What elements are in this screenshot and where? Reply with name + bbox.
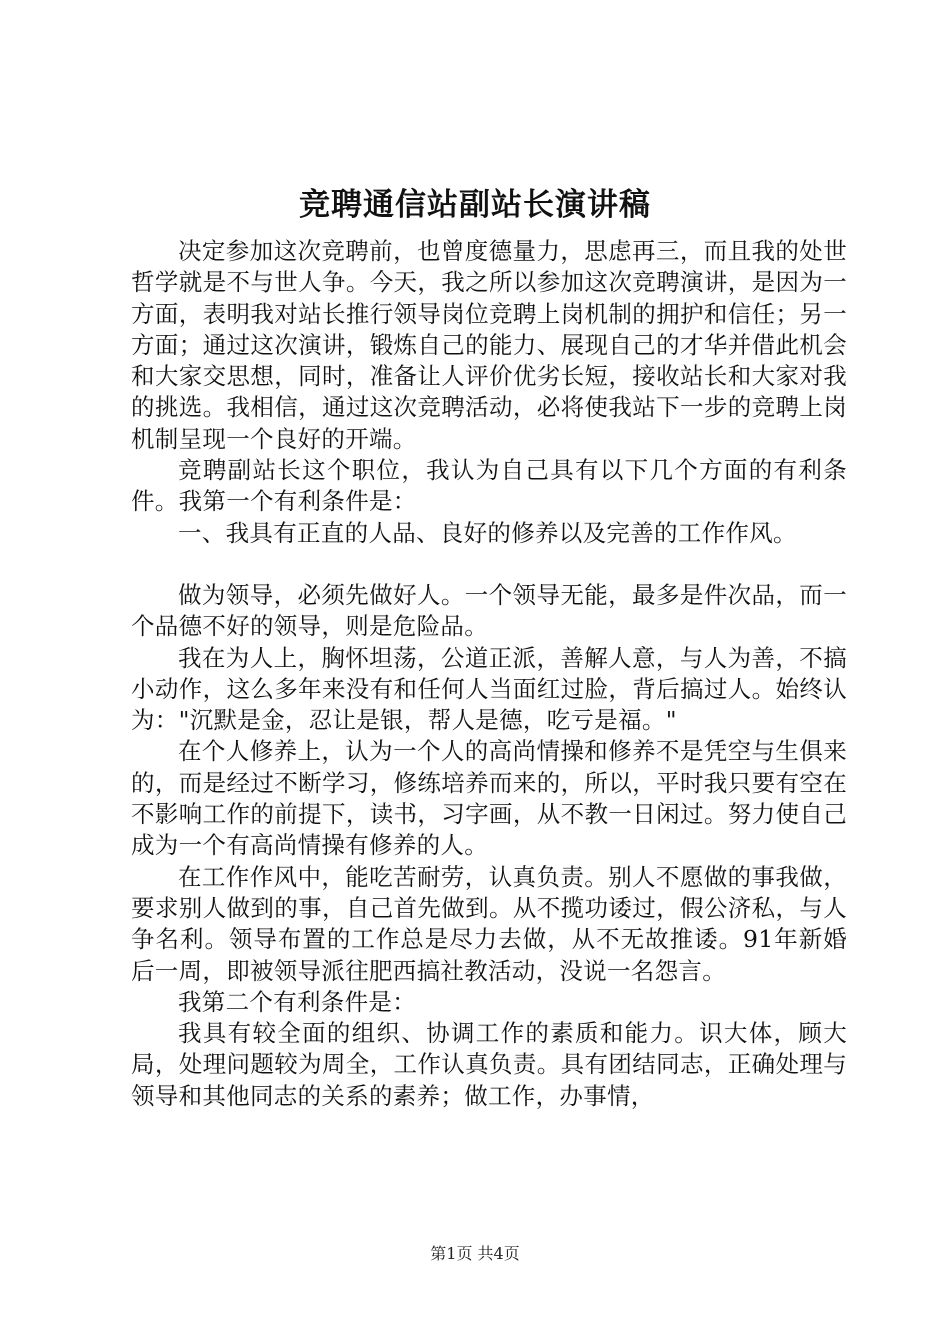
paragraph-2: 竞聘副站长这个职位，我认为自己具有以下几个方面的有利条件。我第一个有利条件是：: [131, 456, 847, 516]
paragraph-3: 一、我具有正直的人品、良好的修养以及完善的工作作风。: [178, 518, 797, 547]
paragraph-4: 做为领导，必须先做好人。一个领导无能，最多是件次品，而一个品德不好的领导，则是危险品。: [131, 580, 847, 641]
paragraph-6: 在个人修养上，认为一个人的高尚情操和修养不是凭空与生俱来的，而是经过不断学习，修练培养而来的，所以，平时我只要有空在不影响工作的前提下，读书，习字画，从不教一日闲过。努力使自己成为一个有高尚情操有修养的人。: [131, 737, 847, 860]
paragraph-9: 我具有较全面的组织、协调工作的素质和能力。识大体，顾大局，处理问题较为周全，工作认真负责。具有团结同志，正确处理与领导和其他同志的关系的素养；做工作，办事情，: [131, 1019, 847, 1110]
page-footer: 第1页 共4页: [430, 1244, 520, 1263]
paragraph-spacer: [131, 549, 847, 580]
document-body: [131, 236, 847, 1112]
paragraph-7: 在工作作风中，能吃苦耐劳，认真负责。别人不愿做的事我做，要求别人做到的事，自己首先做到。从不揽功诿过，假公济私，与人争名利。领导布置的工作总是尽力去做，从不无故推诿。91年新婚后一周，即被领导派往肥西搞社教活动，没说一名怨言。: [131, 862, 847, 985]
paragraph-8: 我第二个有利条件是：: [178, 987, 416, 1016]
document-title: 竞聘通信站副站长演讲稿: [299, 187, 651, 223]
paragraph-1: 决定参加这次竞聘前，也曾度德量力，思虑再三，而且我的处世哲学就是不与世人争。今天，我之所以参加这次竞聘演讲，是因为一方面，表明我对站长推行领导岗位竞聘上岗机制的拥护和信任；另一方面；通过这次演讲，锻炼自己的能力、展现自己的才华并借此机会和大家交思想，同时，准备让人评价优劣长短，接收站长和大家对我的挑选。我相信，通过这次竞聘活动，必将使我站下一步的竞聘上岗机制呈现一个良好的开端。: [131, 237, 847, 453]
paragraph-5: 我在为人上，胸怀坦荡，公道正派，善解人意，与人为善，不搞小动作，这么多年来没有和任何人当面红过脸，背后搞过人。始终认为："沉默是金，忍让是银，帮人是德，吃亏是福。": [131, 643, 847, 735]
